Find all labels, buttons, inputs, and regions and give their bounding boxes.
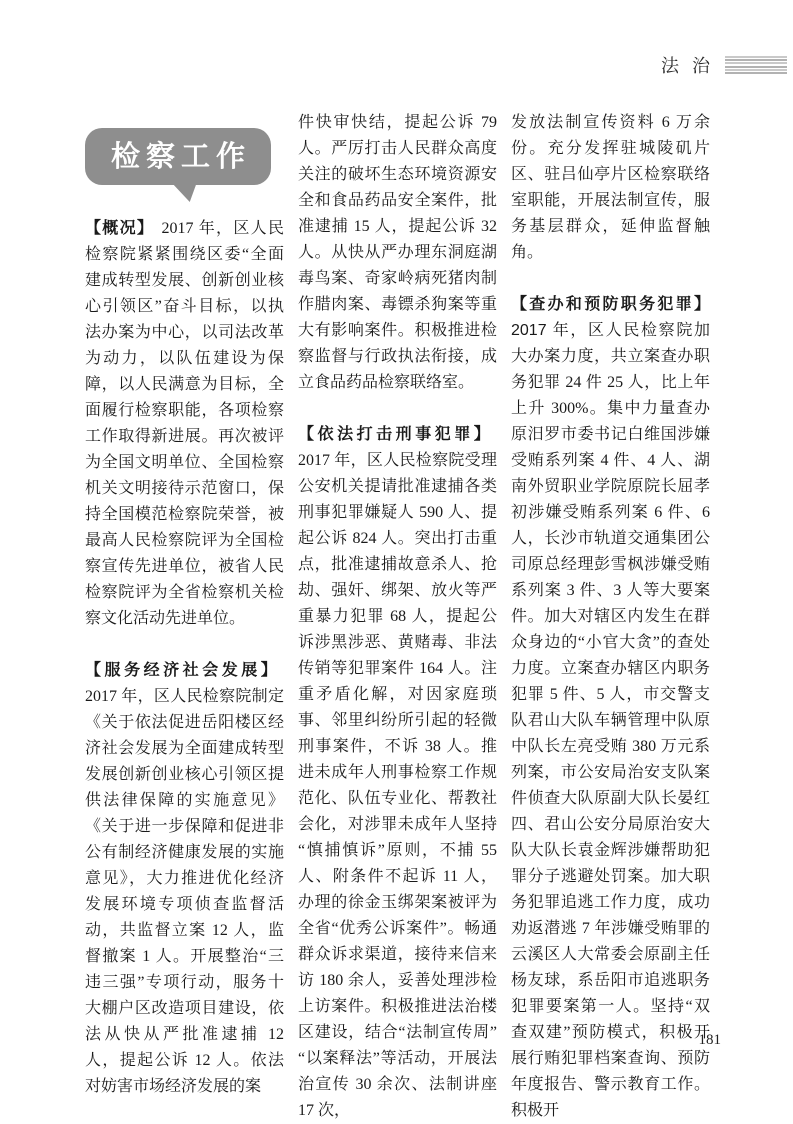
entry-body: 2017 年，区人民检察院受理公安机关提请批准逮捕各类刑事犯罪嫌疑人 590 人、提起公诉 824 人。突出打击重点，批准逮捕故意杀人、抢劫、强奸、绑架、放火等严重暴力犯罪 68 人，提起公诉涉黑涉恶、黄赌毒、非法传销等犯罪案件 164 人。注重矛盾化解，对因家庭琐事、邻里纠纷所引起的轻微刑事案件，不诉 38 人。推进未成年人刑事检察工作规范化、队伍专业化、帮教社会化，对涉罪未成年人坚持“慎捕慎诉”原则，不捕 55 人、附条件不起诉 11 人，办理的徐金玉绑架案被评为全省“优秀公诉案件”。畅通群众诉求渠道，接待来信来访 180 余人，妥善处理涉检上访案件。积极推进法治楼区建设，结合“法制宣传周”“以案释法”等活动，开展法治宣传 30 余次、法制讲座 17 次， [298,452,497,1119]
paragraph-criminal-crackdown [298,422,497,1124]
entry-heading: 【依法打击刑事犯罪】 [298,426,490,443]
rule-line [725,66,787,68]
paragraph-overview [85,216,284,632]
chapter-badge-title: 检察工作 [85,128,271,185]
page-number: 181 [698,1032,721,1048]
entry-body: 加大办案力度，共立案查办职务犯罪 24 件 25 人，比上年上升 300%。集中力量查办原汨罗市委书记白维国涉嫌受贿系列案 4 件、4 人、湖南外贸职业学院原院长屈孝初涉嫌受贿系列案 6 件、6 人，长沙市轨道交通集团公司原总经理彭雪枫涉嫌受贿系列案 3 件、3 人等大要案件。加大对辖区内发生在群众身边的“小官大贪”的查处力度。立案查办辖区内职务犯罪 5 件、5 人，市交警支队君山大队车辆管理中队原中队长左亮受贿 380 万元系列案，市公安局治安支队案件侦查大队原副大队长晏红四、君山公安分局原治安大队大队长袁金辉涉嫌帮助犯罪分子逃避处罚案。加大职务犯罪追逃工作力度，成功劝返潜逃 7 年涉嫌受贿罪的云溪区人大常委会原副主任杨友球，系岳阳市追逃职务犯罪要案第一人。坚持“双查双建”预防模式，积极开展行贿犯罪档案查询、预防年度报告、警示教育工作。积极开 [511,322,710,1119]
rule-line [725,69,787,71]
rule-line [725,62,787,64]
header-rule-lines-decoration [725,56,787,75]
entry-body: 2017 年，区人民检察院紧紧围绕区委“全面建成转型发展、创新创业核心引领区”奋斗目标，以执法办案为中心，以司法改革为动力，以队伍建设为保障，以人民满意为目标，全面履行检察职能，各项检察工作取得新进展。再次被评为全国文明单位、全国检察机关文明接待示范窗口，保持全国模范检察院荣誉，被最高人民检察院评为全国检察宣传先进单位，被省人民检察院评为全省检察机关检察文化活动先进单位。 [85,220,284,627]
section-label: 法治 [661,56,723,76]
text-column-2 [298,110,497,1124]
paragraph-continuation [298,110,497,396]
chapter-badge [85,128,271,185]
rule-line [725,59,787,61]
text-column-3 [511,110,710,1124]
page-body [85,110,711,1124]
page-header [661,52,791,78]
paragraph-serve-economy [85,658,284,1100]
entry-body: 发放法制宣传资料 6 万余份。充分发挥驻城陵矶片区、驻吕仙亭片区检察联络室职能，开展法制宣传，服务基层群众，延伸监督触角。 [511,114,710,261]
entry-body: 2017 年，区人民检察院制定《关于依法促进岳阳楼区经济社会发展为全面建成转型发展创新创业核心引领区提供法律保障的实施意见》《关于进一步保障和促进非公有制经济健康发展的实施意见》，大力推进优化经济发展环境专项侦查监督活动，共监督立案 12 人，监督撤案 1 人。开展整治“三违三强”专项行动，服务十大棚户区改造项目建设，依法从快从严批准逮捕 12 人，提起公诉 12 人。依法对妨害市场经济发展的案 [85,688,284,1095]
paragraph-continuation [511,110,710,266]
paragraph-duty-crimes [511,292,710,1124]
rule-line [725,72,787,74]
entry-lead: 2017 年，区人民检察院 [511,322,694,339]
badge-tail-decoration [171,182,203,202]
rule-line [725,56,787,58]
entry-heading: 【服务经济社会发展】 [85,662,277,679]
entry-body: 件快审快结，提起公诉 79 人。严厉打击人民群众高度关注的破坏生态环境资源安全和食品药品安全案件，批准逮捕 15 人，提起公诉 32 人。从快从严办理东洞庭湖毒鸟案、奇家岭病死猪肉制作腊肉案、毒镖杀狗案等重大有影响案件。积极推进检察监督与行政执法衔接，成立食品药品检察联络室。 [298,114,497,391]
text-column-1 [85,110,284,1124]
entry-heading: 【查办和预防职务犯罪】 [511,296,710,313]
entry-heading: 【概况】 [85,220,155,237]
